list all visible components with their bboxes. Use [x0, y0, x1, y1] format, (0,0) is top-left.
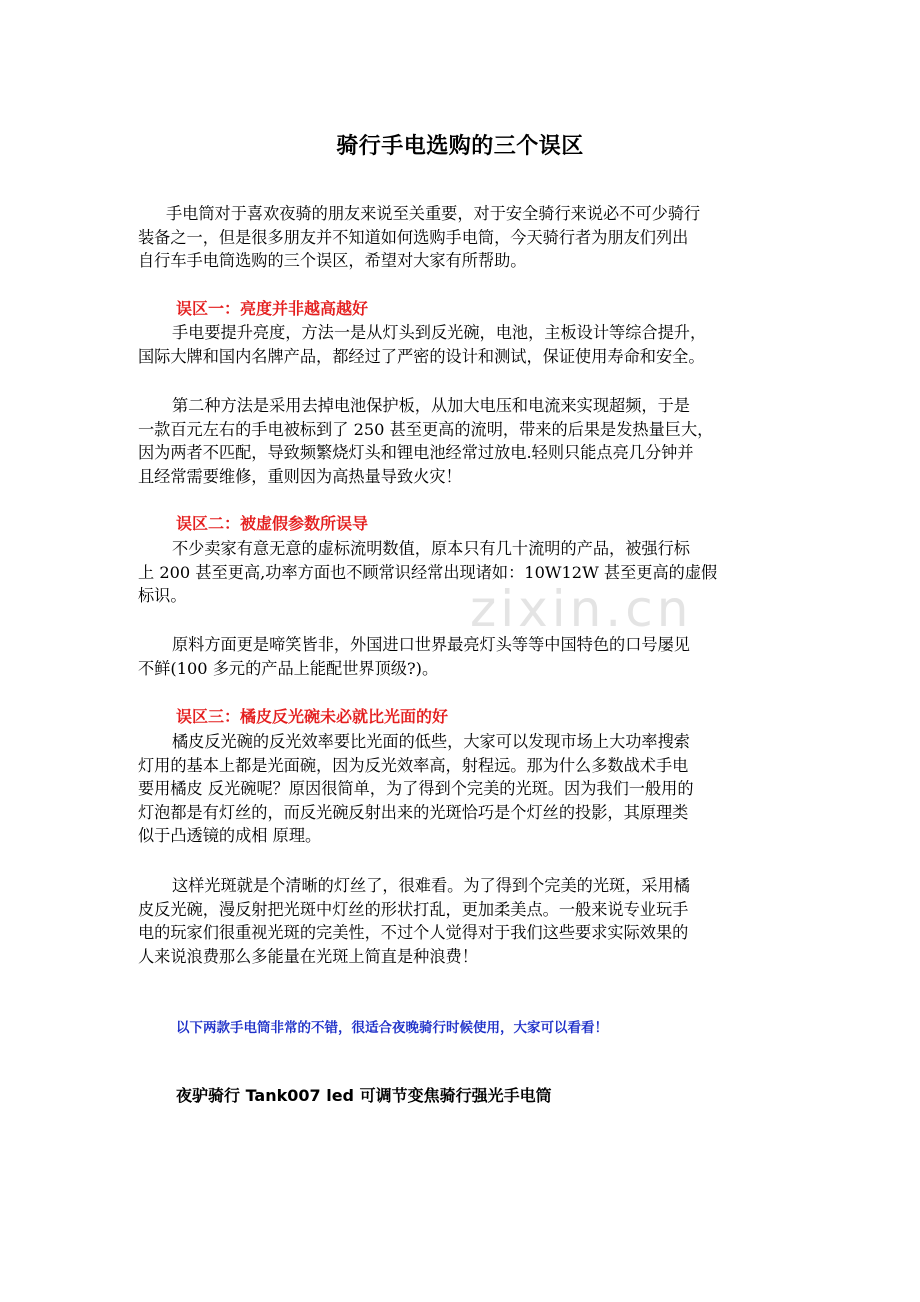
section1-paragraph-1 — [138, 321, 798, 368]
section1-line: 第二种方法是采用去掉电池保护板，从加大电压和电流来实现超频，于是 — [172, 396, 690, 415]
page-title: 骑行手电选购的三个误区 — [336, 134, 584, 159]
section1-line: 手电要提升亮度，方法一是从灯头到反光碗，电池，主板设计等综合提升， — [172, 323, 707, 342]
section3-line: 灯泡都是有灯丝的，而反光碗反射出来的光斑恰巧是个灯丝的投影，其原理类 — [138, 802, 689, 822]
intro-line: 自行车手电筒选购的三个误区，希望对大家有所帮助。 — [138, 251, 527, 270]
product-title: 夜驴骑行 Tank007 led 可调节变焦骑行强光手电筒 — [176, 1086, 552, 1105]
section3-line: 灯用的基本上都是光面碗，因为反光效率高，射程远。那为什么多数战术手电 — [138, 755, 689, 775]
section3-line: 似于凸透镜的成相 原理。 — [138, 826, 322, 845]
section1-paragraph-2 — [138, 394, 798, 488]
section2-paragraph-2 — [138, 633, 798, 680]
section3-heading: 误区三：橘皮反光碗未必就比光面的好 — [176, 707, 449, 726]
section3-line: 电的玩家们很重视光斑的完美性，不过个人觉得对于我们这些要求实际效果的 — [138, 923, 689, 942]
section1-line: 因为两者不匹配，导致频繁烧灯头和锂电池经常过放电.轻则只能点亮几分钟并 — [138, 443, 694, 462]
section2-line: 原料方面更是啼笑皆非，外国进口世界最亮灯头等等中国特色的口号屡见 — [172, 635, 690, 654]
watermark: zixin.cn — [470, 580, 693, 638]
section2-line: 不少卖家有意无意的虚标流明数值，原本只有几十流明的产品，被强行标 — [172, 539, 690, 558]
section2-line: 上 200 甚至更高,功率方面也不顾常识经常出现诸如：10W12W 甚至更高的虚假 — [138, 562, 718, 582]
section1-line: 一款百元左右的手电被标到了 250 甚至更高的流明，带来的后果是发热量巨大， — [138, 419, 714, 439]
intro-paragraph — [138, 202, 798, 273]
section2-paragraph-1 — [138, 537, 798, 608]
section1-heading: 误区一：亮度并非越高越好 — [176, 299, 369, 318]
section3-line: 要用橘皮 反光碗呢？原因很简单，为了得到个完美的光斑。因为我们一般用的 — [138, 779, 694, 798]
section3-line: 橘皮反光碗的反光效率要比光面的低些，大家可以发现市场上大功率搜索 — [172, 732, 690, 751]
section2-heading: 误区二：被虚假参数所误导 — [176, 514, 369, 533]
intro-line: 装备之一，但是很多朋友并不知道如何选购手电筒，今天骑行者为朋友们列出 — [138, 227, 689, 247]
section2-line: 不鲜(100 多元的产品上能配世界顶级?)。 — [138, 658, 439, 678]
section1-line: 且经常需要维修，重则因为高热量导致火灾！ — [138, 466, 462, 486]
section3-paragraph-2 — [138, 874, 798, 968]
intro-line: 手电筒对于喜欢夜骑的朋友来说至关重要，对于安全骑行来说必不可少骑行 — [166, 204, 701, 223]
section3-line: 这样光斑就是个清晰的灯丝了，很难看。为了得到个完美的光斑，采用橘 — [172, 876, 690, 895]
section2-line: 标识。 — [138, 586, 187, 605]
section3-line: 皮反光碗，漫反射把光斑中灯丝的形状打乱，更加柔美点。一般来说专业玩手 — [138, 899, 689, 919]
section3-line: 人来说浪费那么多能量在光斑上简直是种浪费！ — [138, 946, 478, 966]
section3-paragraph-1 — [138, 730, 798, 848]
section1-line: 国际大牌和国内名牌产品，都经过了严密的设计和测试，保证使用寿命和安全。 — [138, 346, 705, 366]
recommendation-note: 以下两款手电筒非常的不错，很适合夜晚骑行时候使用，大家可以看看！ — [176, 1020, 608, 1036]
